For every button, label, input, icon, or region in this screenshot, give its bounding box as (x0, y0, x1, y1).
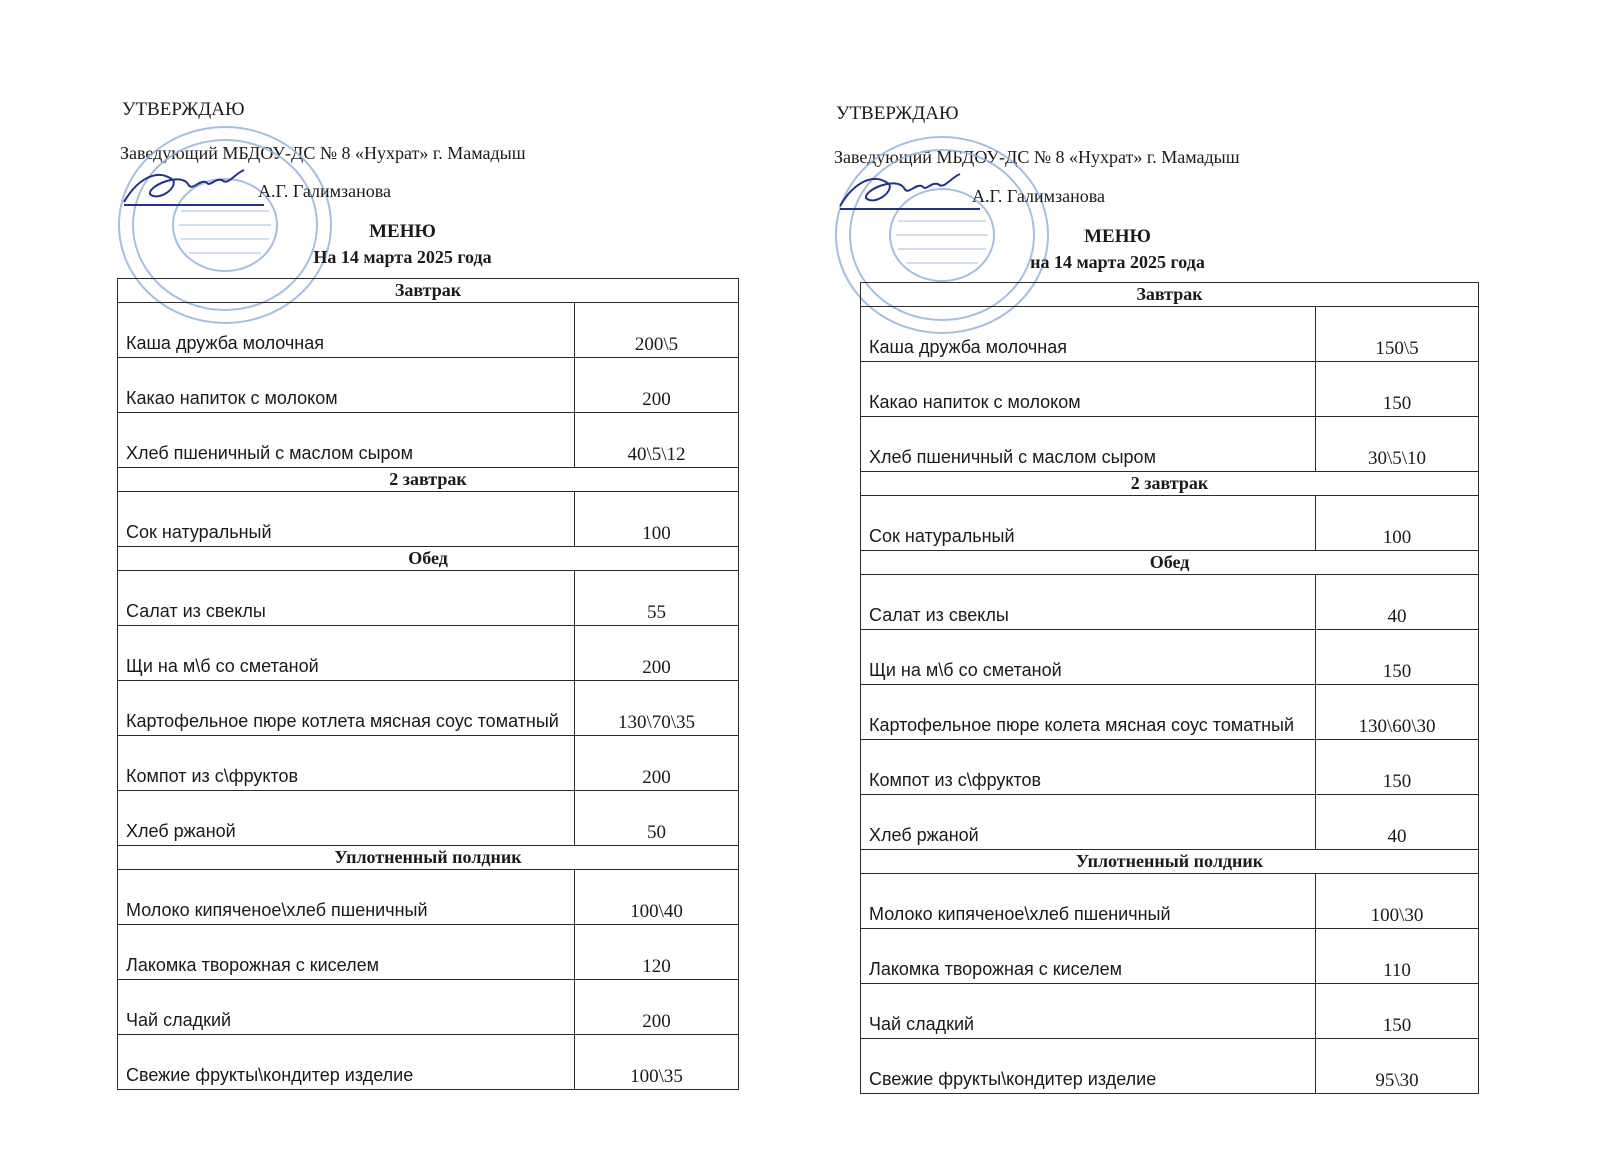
table-row (861, 575, 1479, 630)
dish-portion: 150\5 (1316, 307, 1479, 362)
dish-name: Картофельное пюре колета мясная соус томатный (861, 685, 1316, 740)
section-row (861, 850, 1479, 874)
dish-portion: 100\40 (575, 870, 739, 925)
dish-name: Каша дружба молочная (118, 303, 575, 358)
dish-portion: 150 (1316, 984, 1479, 1039)
menu-title: МЕНЮ (369, 221, 436, 242)
dish-portion: 200\5 (575, 303, 739, 358)
dish-name: Каша дружба молочная (861, 307, 1316, 362)
dish-portion: 200 (575, 736, 739, 791)
section-row (861, 283, 1479, 307)
dish-name: Хлеб пшеничный с маслом сыром (861, 417, 1316, 472)
dish-name: Щи на м\б со сметаной (861, 630, 1316, 685)
table-row (118, 492, 739, 547)
dish-name: Молоко кипяченое\хлеб пшеничный (118, 870, 575, 925)
menu-date: На 14 марта 2025 года (313, 247, 492, 267)
director-title: Заведующий МБДОУ-ДС № 8 «Нухрат» г. Мамадыш (120, 143, 526, 163)
dish-portion: 110 (1316, 929, 1479, 984)
section-row (118, 468, 739, 492)
dish-portion: 100\35 (575, 1035, 739, 1090)
table-row (861, 307, 1479, 362)
dish-name: Салат из свеклы (861, 575, 1316, 630)
table-row (118, 358, 739, 413)
menu-table (860, 282, 1479, 1094)
dish-name: Картофельное пюре котлета мясная соус томатный (118, 681, 575, 736)
dish-name: Сок натуральный (861, 496, 1316, 551)
signer-name: А.Г. Галимзанова (258, 181, 391, 201)
table-row (861, 362, 1479, 417)
dish-portion: 100\30 (1316, 874, 1479, 929)
dish-portion: 150 (1316, 630, 1479, 685)
dish-portion: 95\30 (1316, 1039, 1479, 1094)
dish-portion: 40\5\12 (575, 413, 739, 468)
dish-name: Хлеб ржаной (118, 791, 575, 846)
section-row (118, 846, 739, 870)
dish-name: Свежие фрукты\кондитер изделие (861, 1039, 1316, 1094)
table-row (861, 740, 1479, 795)
dish-name: Чай сладкий (861, 984, 1316, 1039)
table-row (861, 685, 1479, 740)
signature-icon (834, 162, 984, 214)
section-row (118, 279, 739, 303)
section-header: Завтрак (861, 283, 1479, 307)
section-header: Завтрак (118, 279, 739, 303)
table-row (118, 791, 739, 846)
dish-name: Хлеб пшеничный с маслом сыром (118, 413, 575, 468)
section-header: Уплотненный полдник (118, 846, 739, 870)
section-header: Обед (118, 547, 739, 571)
dish-name: Хлеб ржаной (861, 795, 1316, 850)
approval-label: УТВЕРЖДАЮ (122, 99, 245, 120)
menu-table (117, 278, 739, 1090)
dish-name: Лакомка творожная с киселем (118, 925, 575, 980)
dish-portion: 150 (1316, 740, 1479, 795)
dish-portion: 100 (1316, 496, 1479, 551)
menu-date: на 14 марта 2025 года (1030, 252, 1205, 272)
dish-name: Молоко кипяченое\хлеб пшеничный (861, 874, 1316, 929)
signature-icon (118, 158, 268, 210)
section-header: 2 завтрак (118, 468, 739, 492)
dish-name: Компот из с\фруктов (118, 736, 575, 791)
table-row (861, 1039, 1479, 1094)
dish-portion: 130\70\35 (575, 681, 739, 736)
dish-name: Свежие фрукты\кондитер изделие (118, 1035, 575, 1090)
table-row (861, 630, 1479, 685)
signer-name: А.Г. Галимзанова (972, 186, 1105, 206)
menu-title: МЕНЮ (1084, 226, 1151, 247)
table-row (861, 795, 1479, 850)
dish-name: Сок натуральный (118, 492, 575, 547)
dish-portion: 55 (575, 571, 739, 626)
table-row (861, 929, 1479, 984)
dish-portion: 40 (1316, 795, 1479, 850)
dish-name: Какао напиток с молоком (861, 362, 1316, 417)
table-row (118, 681, 739, 736)
section-row (118, 547, 739, 571)
director-title: Заведующий МБДОУ-ДС № 8 «Нухрат» г. Мамадыш (834, 147, 1240, 167)
section-header: Обед (861, 551, 1479, 575)
table-row (118, 626, 739, 681)
dish-name: Щи на м\б со сметаной (118, 626, 575, 681)
table-row (861, 874, 1479, 929)
table-row (861, 984, 1479, 1039)
approval-label: УТВЕРЖДАЮ (836, 103, 959, 124)
dish-name: Какао напиток с молоком (118, 358, 575, 413)
table-row (861, 496, 1479, 551)
table-row (118, 925, 739, 980)
table-row (118, 1035, 739, 1090)
dish-portion: 50 (575, 791, 739, 846)
table-row (118, 870, 739, 925)
section-row (861, 472, 1479, 496)
dish-name: Чай сладкий (118, 980, 575, 1035)
table-row (118, 413, 739, 468)
dish-portion: 120 (575, 925, 739, 980)
section-row (861, 551, 1479, 575)
table-row (118, 980, 739, 1035)
dish-portion: 200 (575, 980, 739, 1035)
dish-portion: 150 (1316, 362, 1479, 417)
dish-name: Салат из свеклы (118, 571, 575, 626)
dish-portion: 130\60\30 (1316, 685, 1479, 740)
dish-portion: 30\5\10 (1316, 417, 1479, 472)
table-row (861, 417, 1479, 472)
dish-portion: 100 (575, 492, 739, 547)
table-row (118, 571, 739, 626)
dish-name: Лакомка творожная с киселем (861, 929, 1316, 984)
dish-portion: 40 (1316, 575, 1479, 630)
dish-name: Компот из с\фруктов (861, 740, 1316, 795)
section-header: 2 завтрак (861, 472, 1479, 496)
table-row (118, 303, 739, 358)
section-header: Уплотненный полдник (861, 850, 1479, 874)
dish-portion: 200 (575, 626, 739, 681)
table-row (118, 736, 739, 791)
dish-portion: 200 (575, 358, 739, 413)
